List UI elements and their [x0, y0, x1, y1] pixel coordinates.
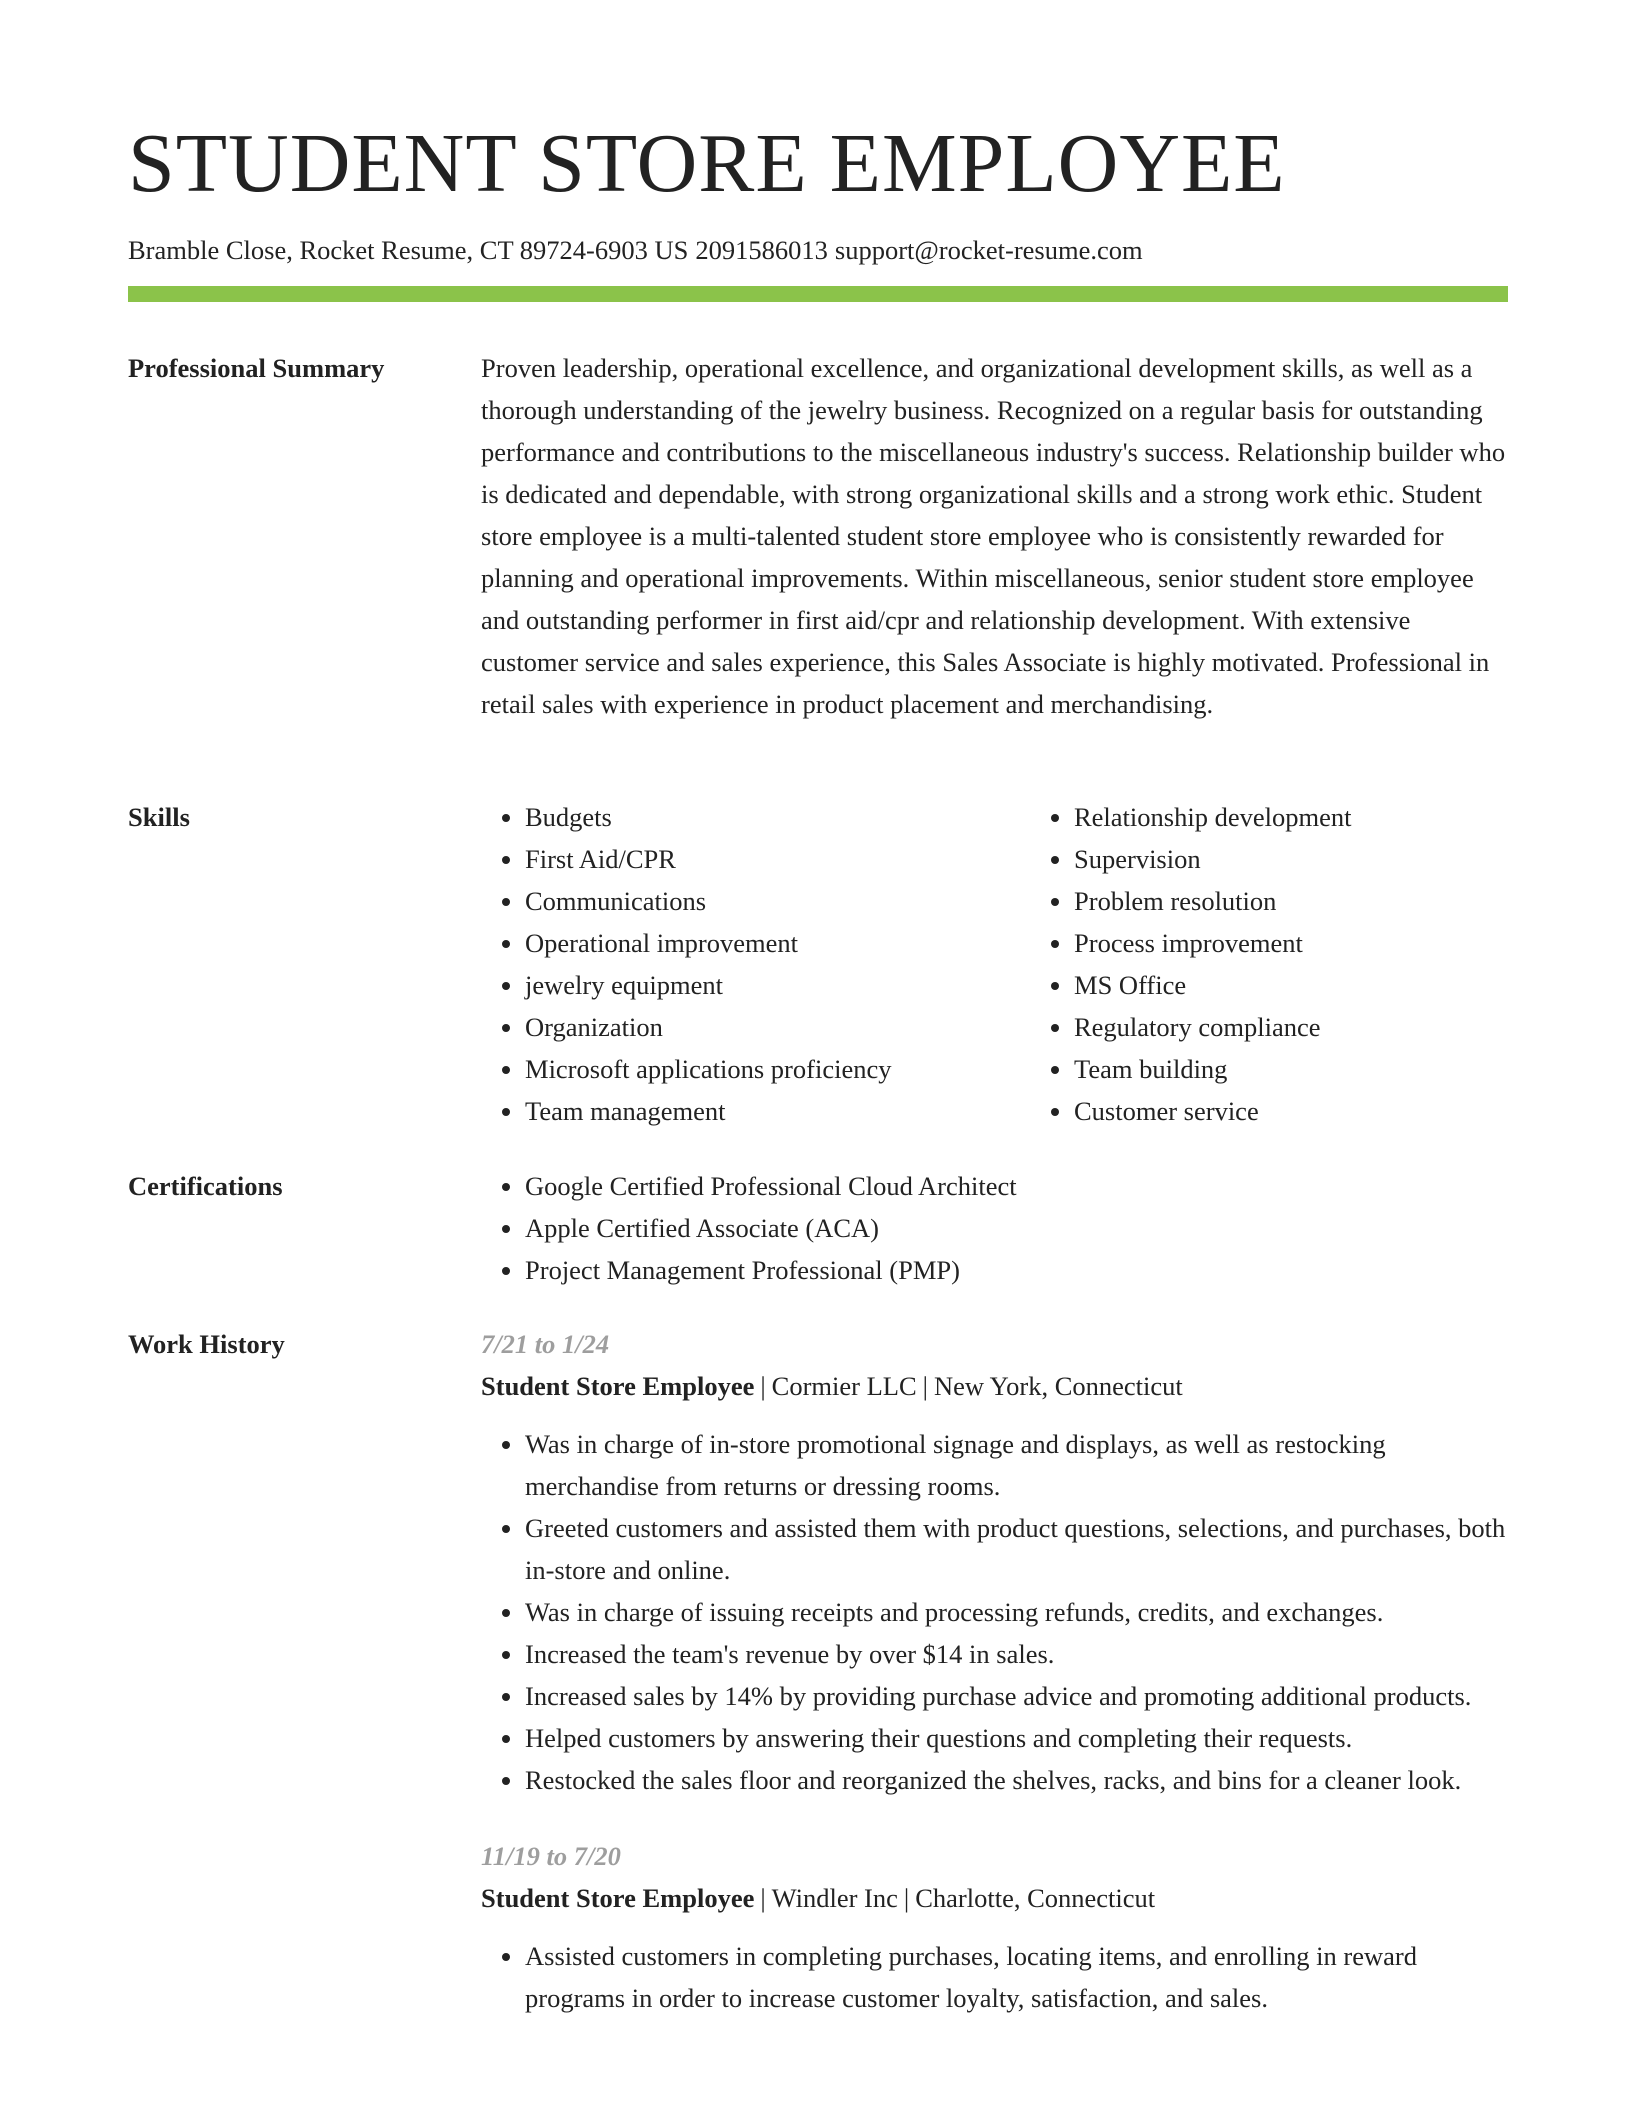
job-bullet: • Was in charge of in-store promotional signage and displays, as well as restocking merchandise from returns or dressing rooms. — [525, 1423, 1508, 1507]
certification-item: • Apple Certified Associate (ACA) — [525, 1207, 1508, 1249]
job-company: Cormier LLC — [771, 1371, 917, 1401]
job-dates: 11/19 to 7/20 — [481, 1841, 621, 1871]
job-bullet: • Was in charge of issuing receipts and processing refunds, credits, and exchanges. — [525, 1591, 1508, 1633]
certification-item: • Google Certified Professional Cloud Architect — [525, 1165, 1508, 1207]
job-bullet: • Restocked the sales floor and reorganized the shelves, racks, and bins for a cleaner look. — [525, 1759, 1508, 1801]
skill-item: • Problem resolution — [1074, 880, 1579, 922]
summary-text: Proven leadership, operational excellence, and organizational development skills, as well as a thorough understanding of the jewelry business. Recognized on a regular basis for outstanding performance and contributions to the miscellaneous industry's success. Relationship builder who is dedicated and dependable, with strong organizational skills and a strong work ethic. Student store employee is a multi-talented student store employee who is consistently rewarded for planning and operational improvements. Within miscellaneous, senior student store employee and outstanding performer in first aid/cpr and relationship development. With extensive customer service and sales experience, this Sales Associate is highly motivated. Professional in retail sales with experience in product placement and merchandising. — [481, 353, 1506, 719]
certifications-body — [481, 1165, 1508, 1291]
job-dates: 7/21 to 1/24 — [481, 1329, 610, 1359]
skill-item: • Relationship development — [1074, 796, 1579, 838]
job-entry — [481, 1323, 1508, 1801]
summary-body — [481, 347, 1508, 725]
skill-item: • Regulatory compliance — [1074, 1006, 1579, 1048]
skill-item: • Process improvement — [1074, 922, 1579, 964]
skill-item: • Supervision — [1074, 838, 1579, 880]
job-separator: | — [760, 1371, 766, 1401]
job-separator: | — [922, 1371, 928, 1401]
job-separator: | — [903, 1883, 910, 1913]
contact-line — [128, 235, 1143, 267]
section-label-work-history: Work History — [128, 1329, 285, 1359]
job-entry — [481, 1835, 1508, 2019]
skill-item: • Organization — [525, 1006, 1030, 1048]
skill-item: • Budgets — [525, 796, 1030, 838]
job-bullet: • Greeted customers and assisted them with product questions, selections, and purchases, both in-store and online. — [525, 1507, 1508, 1591]
skill-item: • Communications — [525, 880, 1030, 922]
job-bullet: • Helped customers by answering their questions and completing their requests. — [525, 1717, 1508, 1759]
skills-column-1 — [481, 796, 1030, 1132]
section-label-summary: Professional Summary — [128, 353, 385, 383]
contact-email[interactable]: support@rocket-resume.com — [834, 235, 1143, 265]
job-bullets — [481, 1423, 1508, 1801]
job-bullet: • Increased the team's revenue by over $14 in sales. — [525, 1633, 1508, 1675]
job-location: New York, Connecticut — [933, 1371, 1183, 1401]
certifications-list — [481, 1165, 1508, 1291]
resume-name: STUDENT STORE EMPLOYEE — [128, 117, 1286, 210]
job-bullets — [481, 1935, 1508, 2019]
certification-item: • Project Management Professional (PMP) — [525, 1249, 1508, 1291]
job-title: Student Store Employee — [481, 1371, 755, 1401]
skills-columns — [481, 796, 1508, 1132]
skill-item: • Team management — [525, 1090, 1030, 1132]
skill-item: • MS Office — [1074, 964, 1579, 1006]
section-label-skills: Skills — [128, 802, 190, 832]
skill-item: • Team building — [1074, 1048, 1579, 1090]
job-heading — [481, 1877, 1508, 1919]
job-separator: | — [760, 1883, 766, 1913]
job-location: Charlotte, Connecticut — [915, 1883, 1156, 1913]
skill-item: • Microsoft applications proficiency — [525, 1048, 1030, 1090]
skill-item: • Customer service — [1074, 1090, 1579, 1132]
job-bullet: • Assisted customers in completing purchases, locating items, and enrolling in reward programs in order to increase customer loyalty, satisfaction, and sales. — [525, 1935, 1508, 2019]
skills-column-2 — [1030, 796, 1579, 1132]
contact-address: Bramble Close, Rocket Resume, CT 89724-6903 US — [128, 235, 689, 265]
work-history-body — [481, 1323, 1508, 2019]
job-bullet: • Increased sales by 14% by providing purchase advice and promoting additional products. — [525, 1675, 1508, 1717]
job-heading — [481, 1365, 1508, 1407]
skill-item: • jewelry equipment — [525, 964, 1030, 1006]
job-title: Student Store Employee — [481, 1883, 755, 1913]
skill-item: • Operational improvement — [525, 922, 1030, 964]
job-company: Windler Inc — [771, 1883, 898, 1913]
header-divider — [128, 286, 1508, 302]
skill-item: • First Aid/CPR — [525, 838, 1030, 880]
contact-phone: 2091586013 — [695, 235, 828, 265]
section-label-certifications: Certifications — [128, 1171, 283, 1201]
